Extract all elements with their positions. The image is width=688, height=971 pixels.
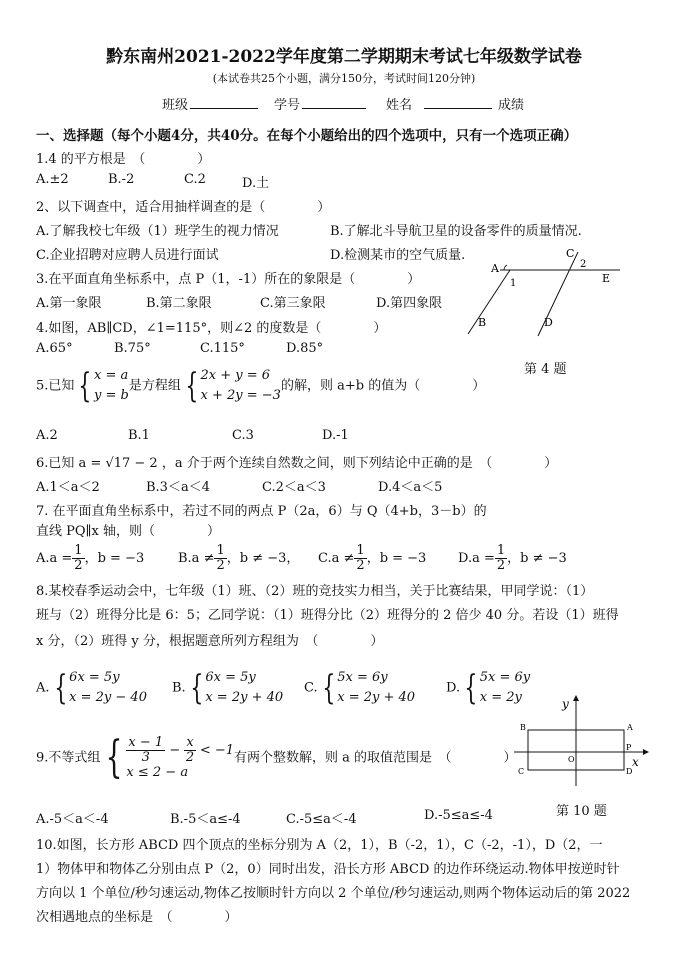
q5-pre: 5.已知 [36,378,75,394]
q8-option-b: B. { 6x = 5y x = 2y + 40 [172,668,284,708]
q7-stem-2: 直线 PQ∥x 轴，则（ ） [36,524,221,539]
q7-option-d: D.a = $\frac{1}{2}$ ，b ≠ −3 [458,543,567,573]
q4-option-d: D.85° [286,341,324,356]
q9-option-a: A.-5＜a＜-4 [36,812,109,827]
point-d-label: D [626,767,633,776]
q7-option-a: A.a = $\frac{1}{2}$ ，b = −3 [36,543,145,573]
q1-stem: 1.4 的平方根是 （ ） [36,152,211,167]
q9-post: 有两个整数解，则 a 的取值范围是 （ ） [234,750,517,766]
angle-2-label: 2 [580,259,587,270]
q6-option-d: D.4＜a＜5 [378,480,443,495]
q2-option-b: B.了解北斗导航卫星的设备零件的质量情况. [330,224,582,239]
angle-1-label: 1 [510,278,517,289]
score-label: 成绩 [498,98,525,113]
q5-system-1: x = a y = b [94,368,129,403]
point-d-label: D [544,316,553,329]
q8-line-2: 班与（2）班得分比是 6：5；乙同学说：（1）班得分比（2）班得分的 2 倍少 40 分。若设（1）班得 [36,608,619,623]
point-c-label: C [566,247,575,260]
q4-option-c: C.115° [200,341,245,356]
point-a-label: A [491,262,499,275]
class-label: 班级 [162,98,189,113]
q9-line: 9.不等式组 { $\frac{x - 1}{3}$ − $\frac{x}{2}$ < −1 x ≤ 2 − a 有两个整数解，则 a 的取值范围是 （ ） [36,732,517,783]
point-e-label: E [602,272,611,285]
q1-option-b: B.-2 [108,172,135,187]
q10-caption: 第 10 题 [556,804,607,819]
point-a-label: A [627,723,633,732]
q5-brace-2: { [185,366,199,406]
q9-option-d: D.-5≤a≤-4 [424,808,493,823]
q8-option-c: C. { 5x = 6y x = 2y + 40 [304,668,416,708]
q2-stem: 2、以下调查中，适合用抽样调查的是（ ） [36,200,331,215]
q5-system-2: 2x + y = 6 x + 2y = −3 [200,368,281,403]
q1-option-a: A.±2 [36,172,69,187]
line-ab [468,270,510,334]
q5-option-c: C.3 [232,428,254,443]
q10-line-1: 10.如图，长方形 ABCD 四个顶点的坐标分别为 A（2，1），B（-2，1），C（-2，-1），D（2，一 [36,838,603,853]
q9-pre: 9.不等式组 [36,750,101,766]
q5-line [36,366,485,406]
q3-option-b: B.第二象限 [146,296,212,311]
name-blank[interactable] [424,96,492,109]
y-axis-label: y [562,697,569,711]
q5-option-a: A.2 [36,428,58,443]
q8-option-d: D. { 5x = 6y x = 2y [446,668,531,708]
q4-option-b: B.75° [114,341,151,356]
q8-line-3: x 分，（2）班得 y 分，根据题意所列方程组为 （ ） [36,634,384,649]
q3-stem: 3.在平面直角坐标系中，点 P（1，-1）所在的象限是（ ） [36,272,421,287]
q6-option-a: A.1＜a＜2 [36,480,100,495]
point-c-label: C [518,767,525,776]
q3-option-c: C.第三象限 [260,296,326,311]
q4-figure [460,246,640,346]
q2-option-d: D.检测某市的空气质量. [330,248,466,263]
q10-line-2: 1）物体甲和物体乙分别由点 P（2，0）同时出发，沿长方形 ABCD 的边作环绕运动.物体甲按逆时针 [36,862,620,877]
id-blank[interactable] [302,96,366,109]
q3-option-a: A.第一象限 [36,296,102,311]
q8-option-a: A. { 6x = 5y x = 2y − 40 [36,668,147,708]
angle-1-arc [504,265,507,270]
q5-brace-1: { [78,366,92,406]
q8-line-1: 8.某校春季运动会中，七年级（1）班、（2）班的竞技实力相当，关于比赛结果，甲同学说：（1） [36,584,594,599]
q1-option-d: D.土 [242,176,270,191]
q5-option-b: B.1 [128,428,150,443]
q2-option-a: A.了解我校七年级（1）班学生的视力情况 [36,224,279,239]
exam-subtitle: (本试卷共25个小题，满分150分，考试时间120分钟) [212,72,476,85]
q7-stem-1: 7. 在平面直角坐标系中，若过不同的两点 P（2a，6）与 Q（4+b，3－b）的 [36,504,487,519]
q7-option-b: B.a ≠ $\frac{1}{2}$ ，b ≠ −3， [178,543,300,573]
q2-option-c: C.企业招聘对应聘人员进行面试 [36,248,219,263]
q5-mid: 是方程组 [128,378,181,394]
q9-option-c: C.-5≤a＜-4 [286,812,357,827]
x-axis-label: x [632,755,639,769]
section-heading: 一、选择题（每个小题4分，共40分。在每个小题给出的四个选项中，只有一个选项正确） [36,128,578,144]
q5-option-d: D.-1 [322,428,349,443]
q3-option-d: D.第四象限 [376,296,443,311]
origin-label: O [568,755,575,764]
id-label: 学号 [274,98,301,113]
q6-option-c: C.2＜a＜3 [262,480,326,495]
q10-line-3: 方向以 1 个单位/秒匀速运动,物体乙按顺时针方向以 2 个单位/秒匀速运动,则两个物体运动后的第 2022 [36,886,631,901]
q5-post: 的解，则 a+b 的值为（ ） [280,378,486,394]
q10-line-4: 次相遇地点的坐标是 （ ） [36,910,238,925]
name-label: 姓名 [386,98,413,113]
q6-stem: 6.已知 a = √17 − 2 ，a 介于两个连续自然数之间，则下列结论中正确的是 （ ） [36,456,558,471]
point-b-label: B [478,316,487,329]
class-blank[interactable] [190,96,258,109]
q7-option-c: C.a ≠ $\frac{1}{2}$ ，b = −3 [318,543,427,573]
q9-system: $\frac{x - 1}{3}$ − $\frac{x}{2}$ < −1 x ≤ 2 − a [126,735,235,780]
q4-option-a: A.65° [36,341,73,356]
q9-option-b: B.-5＜a≤-4 [170,812,241,827]
q1-option-c: C.2 [184,172,206,187]
q10-figure [508,690,658,790]
point-b-label: B [520,723,526,732]
page-title: 黔东南州2021-2022学年度第二学期期末考试七年级数学试卷 [106,47,582,67]
point-p-label: P [626,743,632,752]
q4-caption: 第 4 题 [524,362,567,377]
q6-option-b: B.3＜a＜4 [146,480,210,495]
q4-stem: 4.如图，AB∥CD，∠1=115°，则∠2 的度数是（ ） [36,321,387,336]
